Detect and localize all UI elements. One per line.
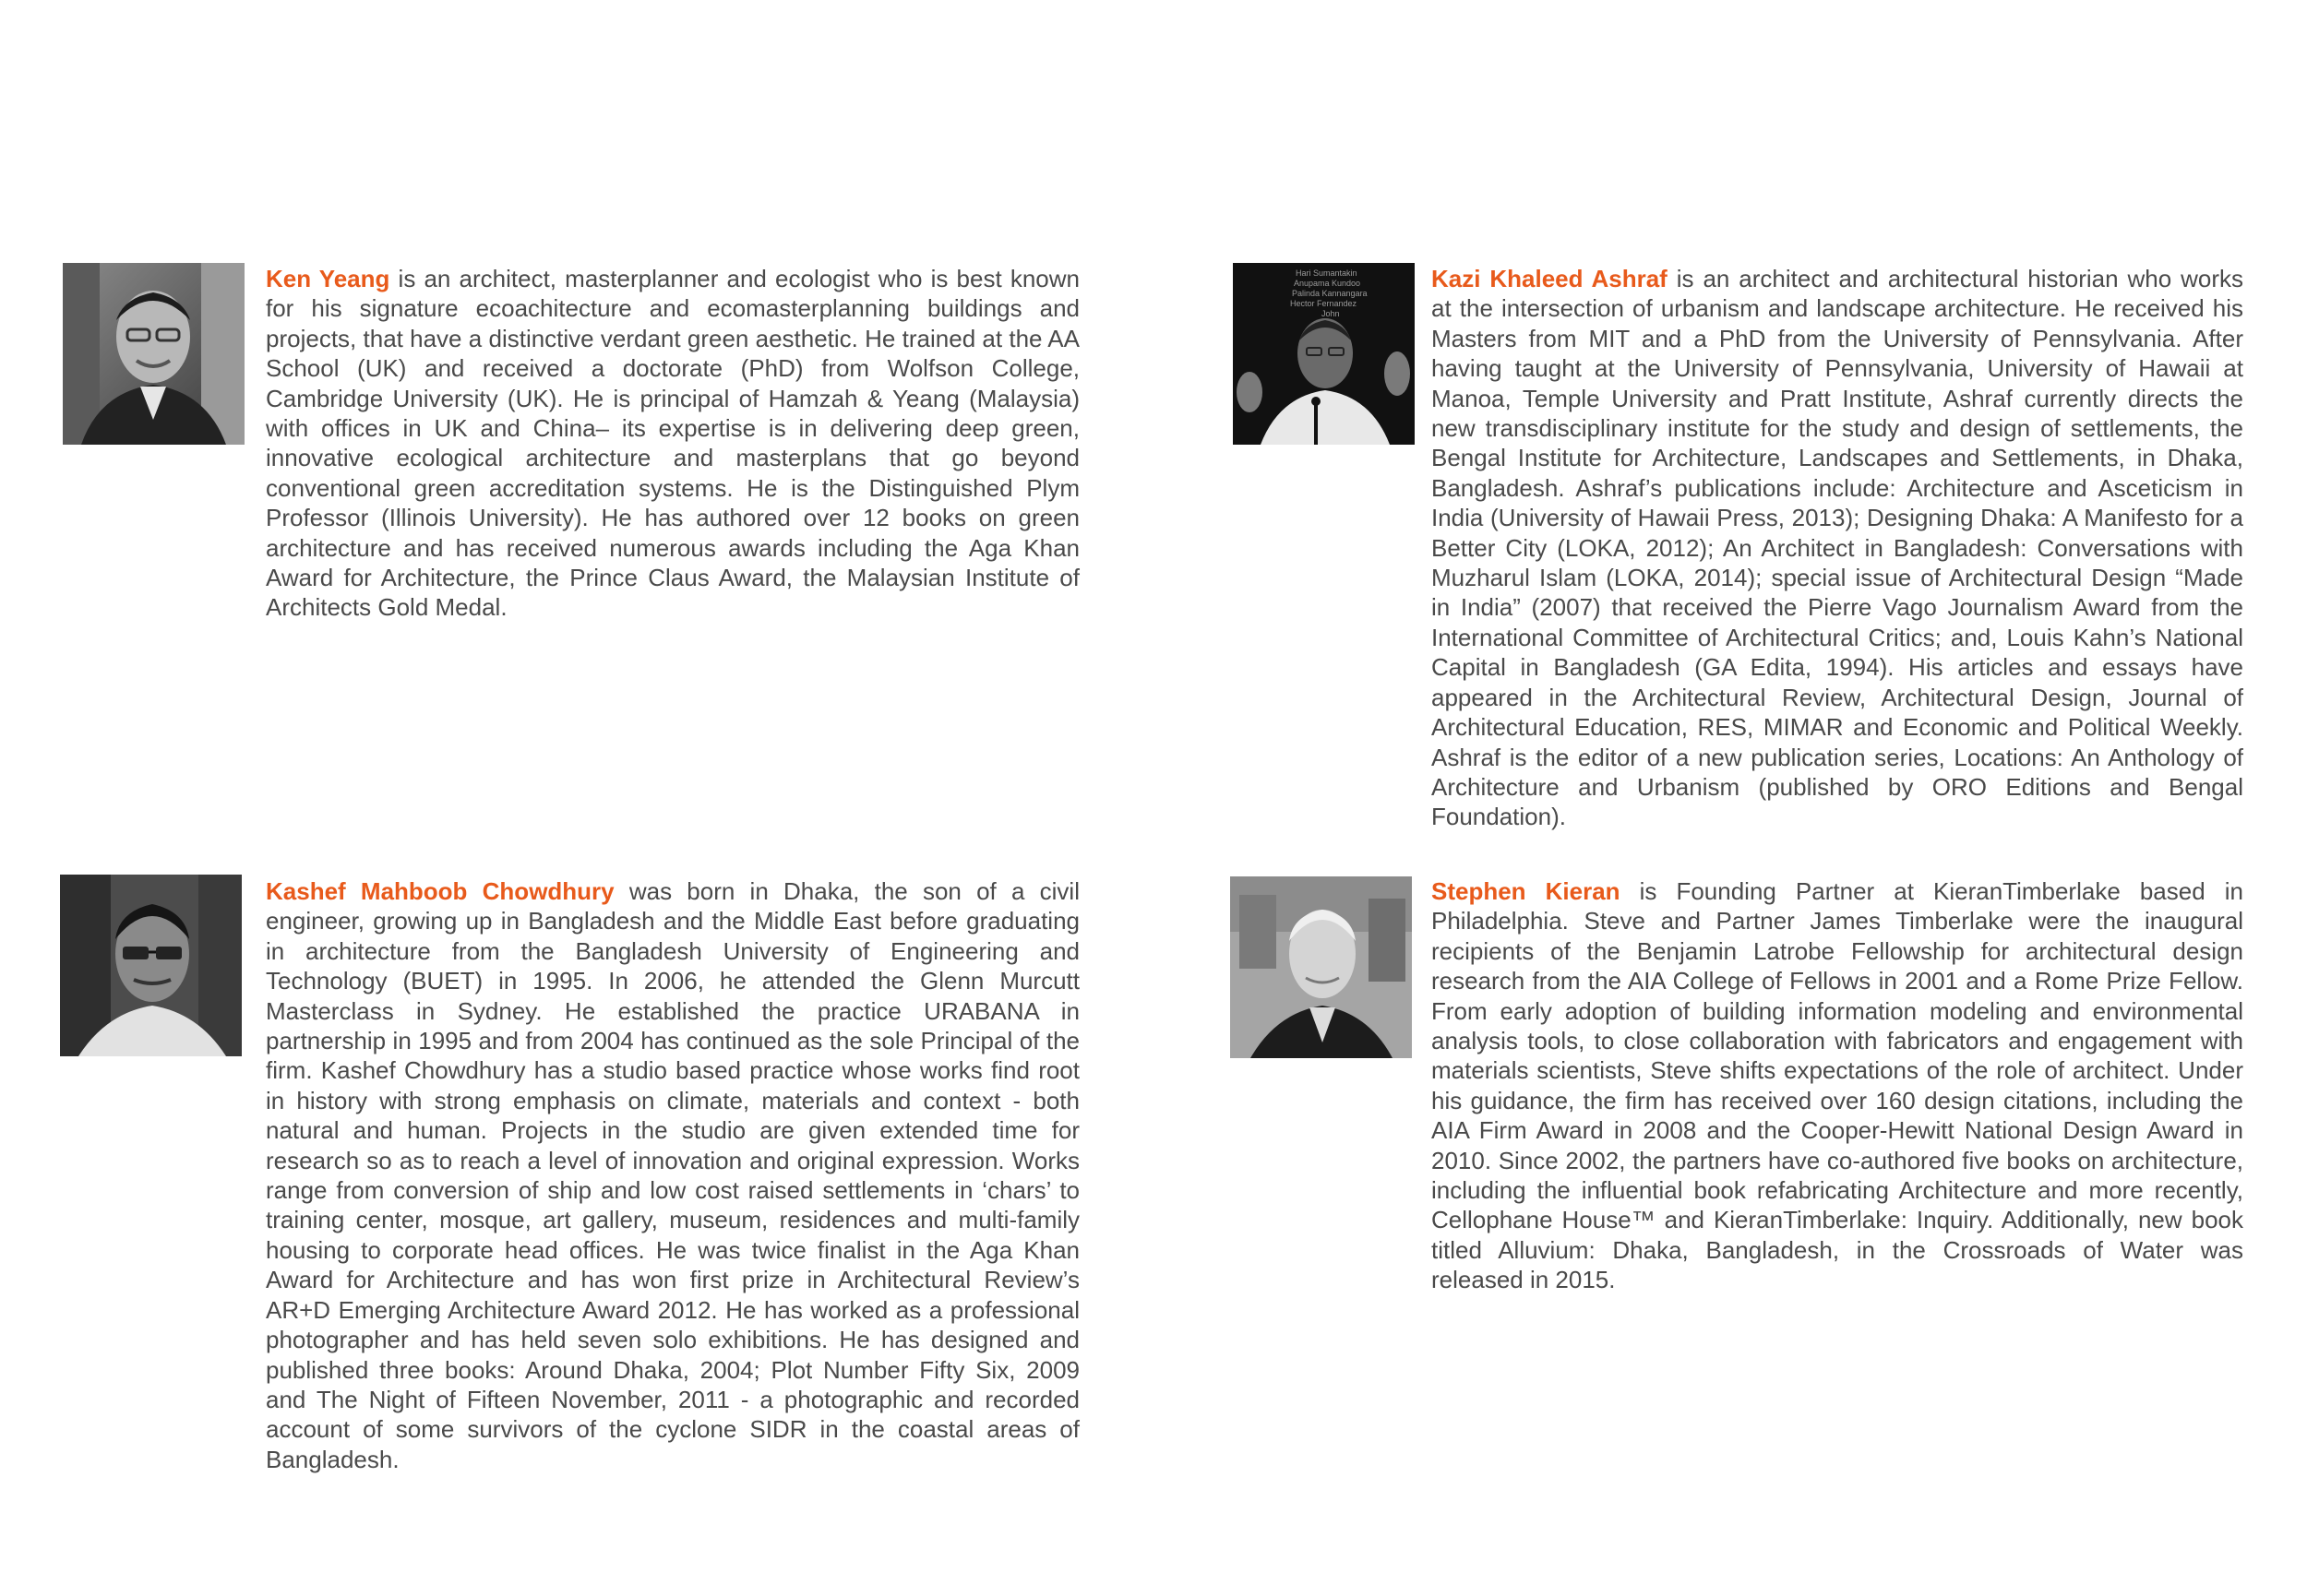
stephen-kieran-portrait-icon bbox=[1230, 876, 1412, 1058]
photo-caption-line: Hector Fernandez bbox=[1290, 299, 1357, 308]
kashef-mahboob-chowdhury-photo bbox=[60, 875, 242, 1056]
kazi-khaleed-ashraf-bio bbox=[1431, 264, 2243, 832]
kazi-khaleed-ashraf-bio-text: is an architect and architectural historian who works at the intersection of urbanism and landscape architecture. He received his Masters from MIT and a PhD from the University of Pennsylvania. After having taught at the University of Pennsylvania, University of Hawaii at Manoa, Temple University and Pratt Institute, Ashraf currently directs the new transdisciplinary institute for the study and design of settlements, the Bengal Institute for Architecture, Landscapes and Settlements, in Dhaka, Bangladesh. Ashraf’s publications include: Architecture and Asceticism in India (University of Hawaii Press, 2013); Designing Dhaka: A Manifesto for a Better City (LOKA, 2012); An Architect in Bangladesh: Conversations with Muzharul Islam (LOKA, 2014); special issue of Architectural Design “Made in India” (2007) that received the Pierre Vago Journalism Award from the International Committee of Architectural Critics; and, Louis Kahn’s National Capital in Bangladesh (GA Edita, 1994). His articles and essays have appeared in the Architectural Review, Architectural Design, Journal of Architectural Education, RES, MIMAR and Economic and Political Weekly. Ashraf is the editor of a new publication series, Locations: An Anthology of Architecture and Urbanism (published by ORO Editions and Bengal Foundation). bbox=[1431, 265, 2243, 831]
ken-yeang-photo bbox=[63, 263, 245, 445]
kashef-mahboob-chowdhury-name: Kashef Mahboob Chowdhury bbox=[266, 877, 615, 905]
stephen-kieran-photo bbox=[1230, 876, 1412, 1058]
kashef-mahboob-chowdhury-bio-text: was born in Dhaka, the son of a civil engineer, growing up in Bangladesh and the Middle East before graduating in architecture from the Bangladesh University of Engineering and Technology (BUET) in 1995. In 2006, he attended the Glenn Murcutt Masterclass in Sydney. He established the practice URABANA in partnership in 1995 and from 2004 has continued as the sole Principal of the firm. Kashef Chowdhury has a studio based practice whose works find root in history with strong emphasis on climate, materials and context - both natural and human. Projects in the studio are given extended time for research so as to reach a level of innovation and original expression. Works range from conversion of ship and low cost raised settlements in ‘chars’ to training center, mosque, art gallery, museum, residences and multi-family housing to corporate head offices. He was twice finalist in the Aga Khan Award for Architecture and has won first prize in Architectural Review’s AR+D Emerging Architecture Award 2012. He has worked as a professional photographer and has held seven solo exhibitions. He has designed and published three books: Around Dhaka, 2004; Plot Number Fifty Six, 2009 and The Night of Fifteen November, 2011 - a photographic and recorded account of some survivors of the cyclone SIDR in the coastal areas of Bangladesh. bbox=[266, 877, 1080, 1473]
ken-yeang-bio-text: is an architect, masterplanner and ecologist who is best known for his signature ecoachitecture and ecomasterplanning buildings and projects, that have a distinctive verdant green aesthetic. He trained at the AA School (UK) and received a doctorate (PhD) from Wolfson College, Cambridge University (UK). He is principal of Hamzah & Yeang (Malaysia) with offices in UK and China– its expertise is in delivering deep green, innovative ecological architecture and masterplans that go beyond conventional green accreditation systems. He is the Distinguished Plym Professor (Illinois University). He has authored over 12 books on green architecture and has received numerous awards including the Aga Khan Award for Architecture, the Prince Claus Award, the Malaysian Institute of Architects Gold Medal. bbox=[266, 265, 1080, 622]
stephen-kieran-bio-text: is Founding Partner at KieranTimberlake based in Philadelphia. Steve and Partner James Timberlake were the inaugural recipients of the Benjamin Latrobe Fellowship for architectural design research from the AIA College of Fellows in 2001 and a Rome Prize Fellow. From early adoption of building information modeling and environmental analysis tools, to close collaboration with fabricators and engagement with materials scientists, Steve shifts expectations of the role of architect. Under his guidance, the firm has received over 160 design citations, including the AIA Firm Award in 2008 and the Cooper-Hewitt National Design Award in 2010. Since 2002, the partners have co-authored five books on architecture, including the influential book refabricating Architecture and more recently, Cellophane House™ and KieranTimberlake: Inquiry. Additionally, new book titled Alluvium: Dhaka, Bangladesh, in the Crossroads of Water was released in 2015. bbox=[1431, 877, 2243, 1294]
kazi-khaleed-ashraf-name: Kazi Khaleed Ashraf bbox=[1431, 265, 1667, 292]
ken-yeang-portrait-icon bbox=[63, 263, 245, 445]
photo-caption-line: Anupama Kundoo bbox=[1294, 279, 1361, 288]
stephen-kieran-name: Stephen Kieran bbox=[1431, 877, 1620, 905]
kazi-khaleed-ashraf-portrait-icon bbox=[1233, 263, 1415, 445]
photo-caption-line: Hari Sumantakin bbox=[1296, 268, 1357, 278]
photo-caption-line: John bbox=[1321, 309, 1340, 318]
kashef-mahboob-chowdhury-bio bbox=[266, 876, 1080, 1474]
kazi-khaleed-ashraf-photo bbox=[1233, 263, 1415, 445]
stephen-kieran-bio bbox=[1431, 876, 2243, 1295]
photo-caption-line: Palinda Kannangara bbox=[1292, 289, 1368, 298]
kashef-mahboob-chowdhury-portrait-icon bbox=[60, 875, 242, 1056]
ken-yeang-bio bbox=[266, 264, 1080, 623]
ken-yeang-name: Ken Yeang bbox=[266, 265, 390, 292]
